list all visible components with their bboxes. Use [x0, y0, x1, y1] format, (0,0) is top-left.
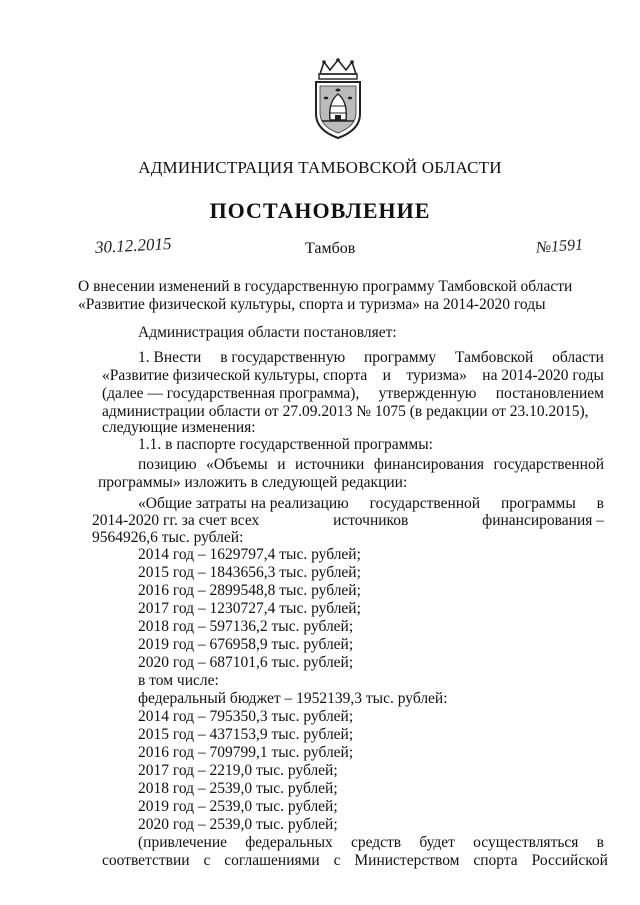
intro-text: Администрация области постановляет: — [138, 324, 397, 341]
year-federal-2015: 2015 год – 437153,9 тыс. рублей; — [138, 726, 354, 743]
year-total-2015: 2015 год – 1843656,3 тыс. рублей; — [138, 564, 361, 581]
attraction-line-1: (привлечение федеральных средств будет осуществляться в — [138, 834, 604, 851]
issuing-authority: АДМИНИСТРАЦИЯ ТАМБОВСКОЙ ОБЛАСТИ — [138, 158, 502, 177]
position-line-1: позицию «Объемы и источники финансирования государственной — [138, 456, 604, 473]
total-line-2: 2014-2020 гг. за счет всех источников финансирования – — [92, 512, 604, 529]
year-total-2014: 2014 год – 1629797,4 тыс. рублей; — [138, 546, 361, 563]
subject-line-1: О внесении изменений в государственную программу Тамбовской области — [78, 278, 573, 295]
year-total-2017: 2017 год – 1230727,4 тыс. рублей; — [138, 600, 361, 617]
subject-line-2: «Развитие физической культуры, спорта и туризма» на 2014-2020 годы — [78, 296, 546, 313]
paragraph-1-line-3: (далее — государственная программа), утвержденную постановлением — [102, 385, 604, 402]
paragraph-1-line-1: 1. Внести в государственную программу Тамбовской области — [138, 349, 604, 366]
federal-budget: федеральный бюджет – 1952139,3 тыс. рублей: — [138, 690, 448, 707]
attraction-line-2: соответствии с соглашениями с Министерством спорта Российской — [102, 852, 608, 869]
year-federal-2014: 2014 год – 795350,3 тыс. рублей; — [138, 708, 354, 725]
year-total-2016: 2016 год – 2899548,8 тыс. рублей; — [138, 582, 361, 599]
year-federal-2019: 2019 год – 2539,0 тыс. рублей; — [138, 798, 338, 815]
including-label: в том числе: — [138, 672, 219, 689]
tambov-coat-of-arms-emblem — [308, 58, 368, 140]
paragraph-1-line-5: следующие изменения: — [102, 419, 256, 436]
position-line-2: программы» изложить в следующей редакции: — [98, 474, 408, 491]
document-type-title: ПОСТАНОВЛЕНИЕ — [209, 198, 431, 223]
year-total-2020: 2020 год – 687101,6 тыс. рублей; — [138, 654, 354, 671]
year-total-2018: 2018 год – 597136,2 тыс. рублей; — [138, 618, 354, 635]
paragraph-1-line-4: администрации области от 27.09.2013 № 1075 (в редакции от 23.10.2015), — [102, 403, 589, 420]
total-line-3: 9564926,6 тыс. рублей: — [92, 529, 244, 546]
paragraph-1-line-2: «Развитие физической культуры, спорта и туризма» на 2014-2020 годы — [102, 367, 604, 384]
year-total-2019: 2019 год – 676958,9 тыс. рублей; — [138, 636, 354, 653]
year-federal-2018: 2018 год – 2539,0 тыс. рублей; — [138, 780, 338, 797]
handwritten-date: 30.12.2015 — [94, 234, 172, 257]
year-federal-2017: 2017 год – 2219,0 тыс. рублей; — [138, 762, 338, 779]
year-federal-2020: 2020 год – 2539,0 тыс. рублей; — [138, 816, 338, 833]
year-federal-2016: 2016 год – 709799,1 тыс. рублей; — [138, 744, 354, 761]
subpoint-1-1: 1.1. в паспорте государственной программы: — [138, 436, 433, 453]
handwritten-number: №1591 — [535, 236, 584, 257]
city: Тамбов — [305, 240, 356, 257]
total-line-1: «Общие затраты на реализацию государственной программы в — [138, 495, 604, 512]
